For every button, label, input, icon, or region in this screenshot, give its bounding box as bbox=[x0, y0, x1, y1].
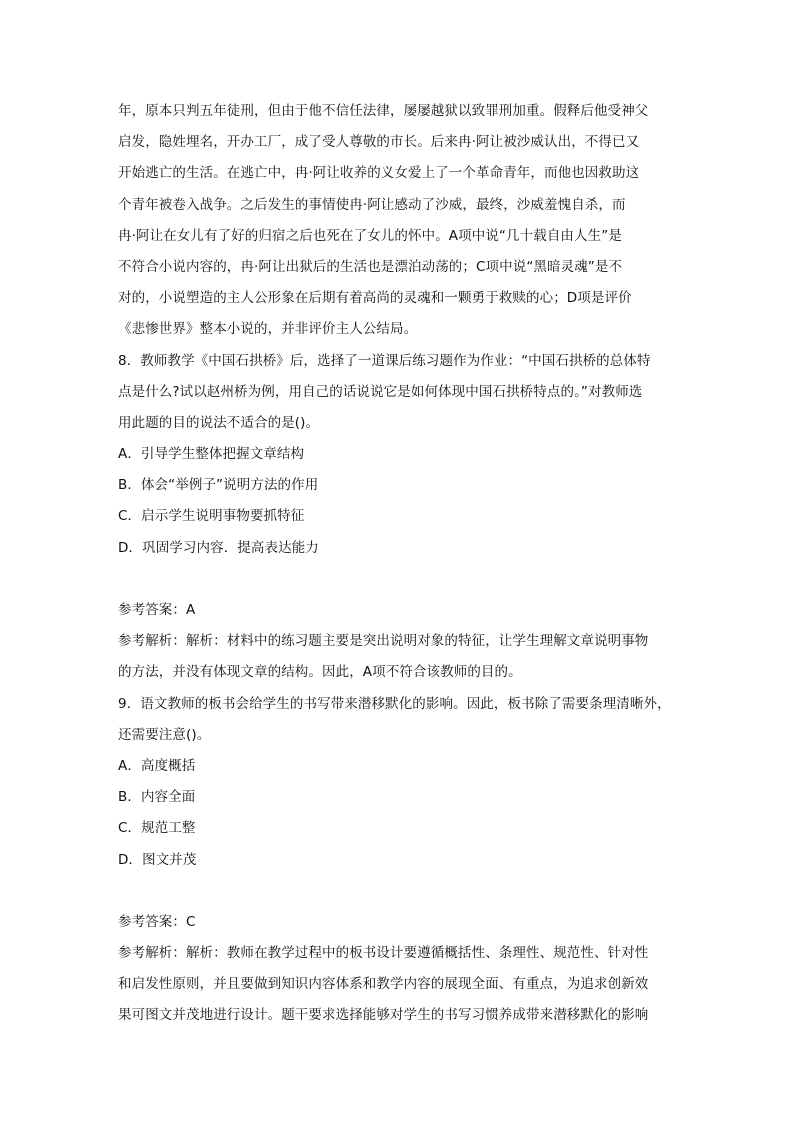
reference-answer: 参考答案：C bbox=[118, 913, 196, 930]
option-b: B．内容全面 bbox=[118, 789, 196, 806]
passage-continuation bbox=[118, 96, 688, 346]
text-line: 个青年被卷入战争。之后发生的事情使冉·阿让感动了沙威，最终，沙威羞愧自杀，而 bbox=[118, 196, 626, 213]
option-c: C．规范工整 bbox=[118, 820, 196, 837]
question-stem-line: 还需要注意()。 bbox=[118, 726, 211, 743]
text-line: 开始逃亡的生活。在逃亡中，冉·阿让收养的义女爱上了一个革命青年，而他也因救助这 bbox=[118, 165, 640, 182]
reference-answer: 参考答案：A bbox=[118, 602, 196, 618]
question-stem-line: 点是什么?试以赵州桥为例，用自己的话说说它是如何体现中国石拱桥特点的。”对教师选 bbox=[118, 383, 643, 400]
analysis-line: 的方法，并没有体现文章的结构。因此，A项不符合该教师的目的。 bbox=[118, 664, 522, 681]
analysis-line: 和启发性原则，并且要做到知识内容体系和教学内容的展现全面、有重点，为追求创新效 bbox=[118, 976, 649, 993]
spacer bbox=[118, 876, 688, 907]
page-content bbox=[118, 96, 688, 1032]
question-stem-line: 用此题的目的说法不适合的是()。 bbox=[118, 414, 320, 431]
analysis-line: 果可图文并茂地进行设计。题干要求选择能够对学生的书写习惯养成带来潜移默化的影响 bbox=[118, 1007, 649, 1024]
option-d: D．巩固学习内容．提高表达能力 bbox=[118, 539, 319, 556]
option-a: A．引导学生整体把握文章结构 bbox=[118, 446, 305, 463]
text-line: 启发，隐姓埋名，开办工厂，成了受人尊敬的市长。后来冉·阿让被沙威认出，不得已又 bbox=[118, 134, 640, 151]
text-line: 《悲惨世界》整本小说的，并非评价主人公结局。 bbox=[118, 321, 418, 338]
question-stem-line: 9．语文教师的板书会给学生的书写带来潜移默化的影响。因此，板书除了需要条理清晰外， bbox=[118, 695, 671, 712]
option-c: C．启示学生说明事物要抓特征 bbox=[118, 508, 305, 525]
option-b: B．体会“举例子”说明方法的作用 bbox=[118, 477, 319, 494]
question-9 bbox=[118, 689, 688, 1032]
spacer bbox=[118, 564, 688, 595]
option-d: D．图文并茂 bbox=[118, 851, 197, 868]
question-8 bbox=[118, 346, 688, 689]
option-a: A．高度概括 bbox=[118, 757, 196, 774]
question-stem-line: 8．教师教学《中国石拱桥》后，选择了一道课后练习题作为作业：“中国石拱桥的总体特 bbox=[118, 352, 651, 369]
text-line: 年，原本只判五年徒刑，但由于他不信任法律，屡屡越狱以致罪刑加重。假释后他受神父 bbox=[118, 103, 649, 119]
text-line: 对的，小说塑造的主人公形象在后期有着高尚的灵魂和一颗勇于救赎的心；D项是评价 bbox=[118, 290, 632, 307]
analysis-line: 参考解析：解析：材料中的练习题主要是突出说明对象的特征，让学生理解文章说明事物 bbox=[118, 633, 649, 650]
analysis-line: 参考解析：解析：教师在教学过程中的板书设计要遵循概括性、条理性、规范性、针对性 bbox=[118, 945, 649, 962]
text-line: 不符合小说内容的，冉·阿让出狱后的生活也是漂泊动荡的；C项中说“黑暗灵魂”是不 bbox=[118, 258, 623, 275]
text-line: 冉·阿让在女儿有了好的归宿之后也死在了女儿的怀中。A项中说“几十载自由人生”是 bbox=[118, 227, 622, 244]
